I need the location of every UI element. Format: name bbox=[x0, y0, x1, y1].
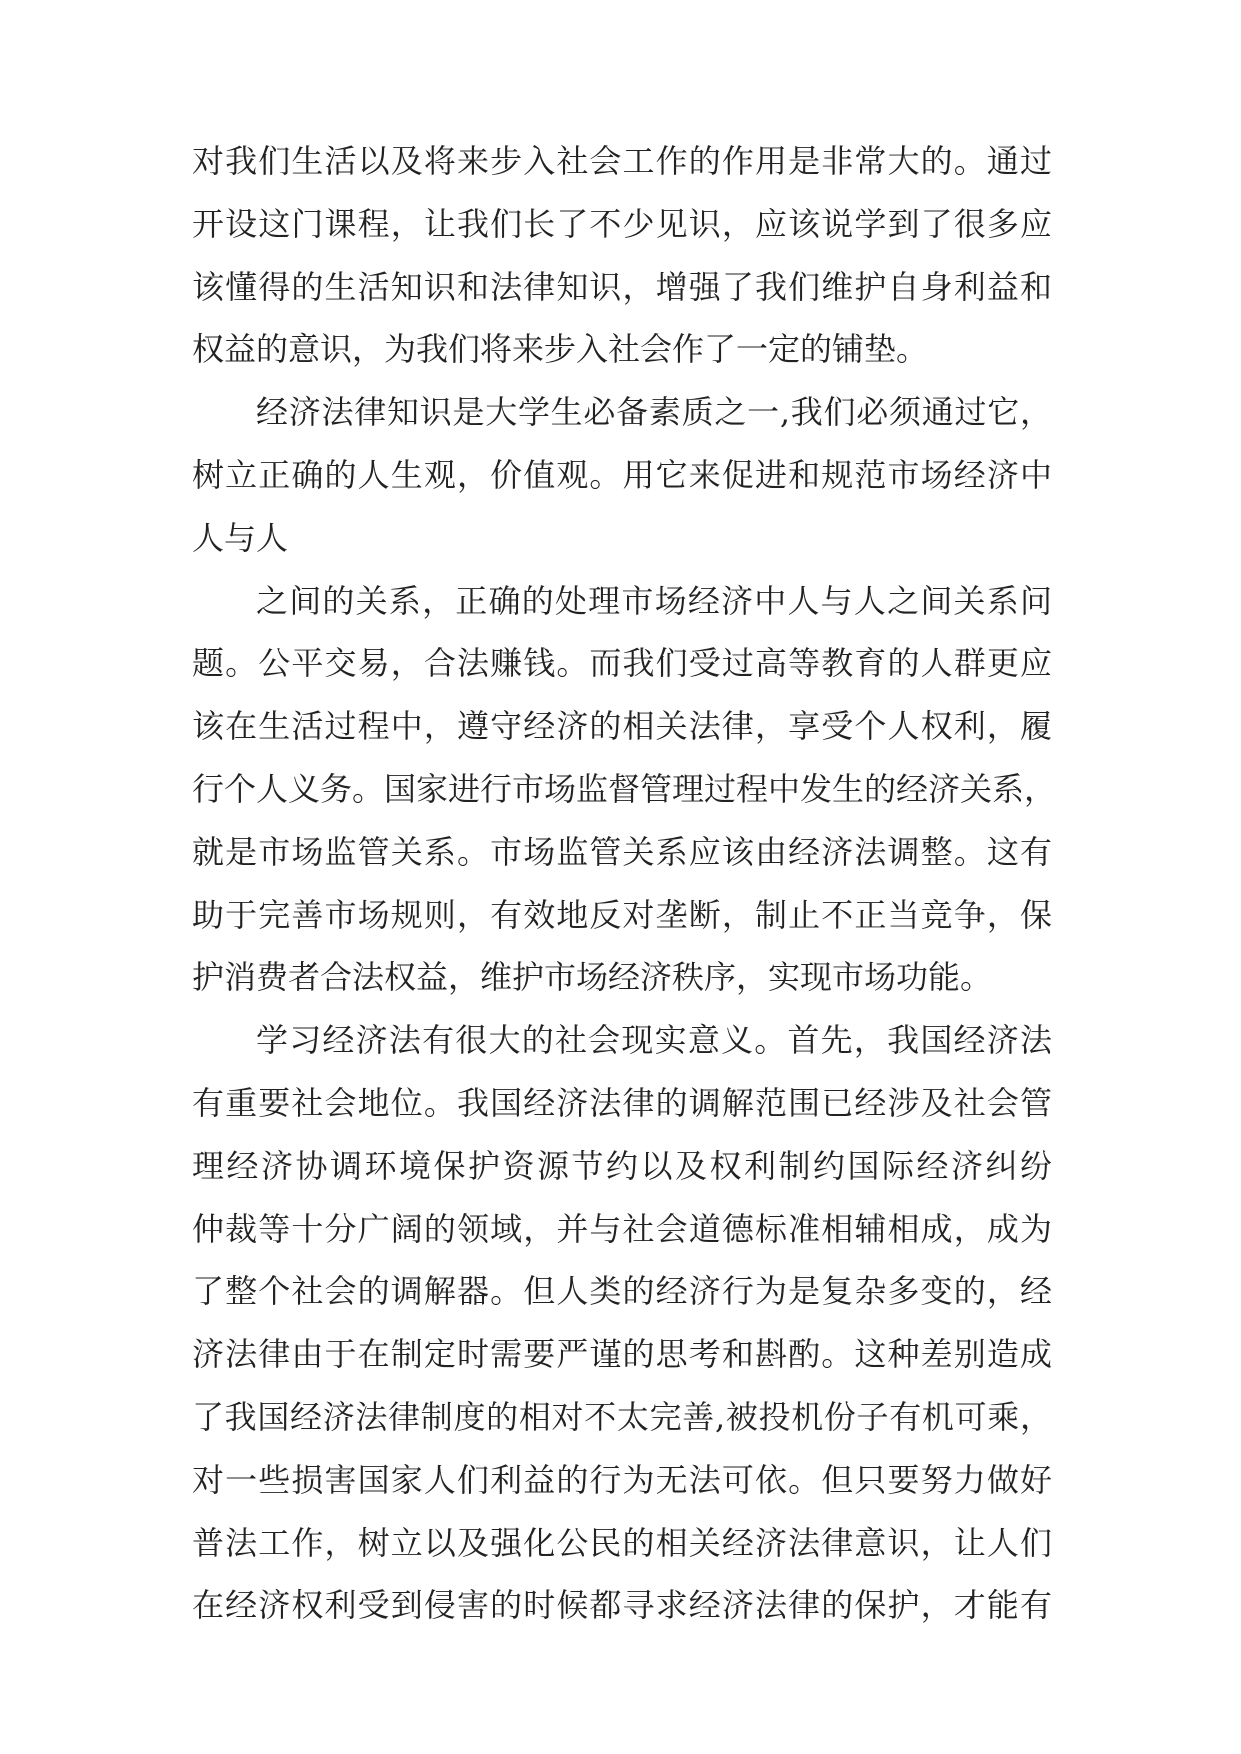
text-line: 仲裁等十分广阔的领域，并与社会道德标准相辅相成，成为 bbox=[192, 1209, 1052, 1248]
text-line: 有重要社会地位。我国经济法律的调解范围已经涉及社会管 bbox=[192, 1083, 1052, 1122]
text-line: 题。公平交易，合法赚钱。而我们受过高等教育的人群更应 bbox=[192, 644, 1052, 683]
text-line: 该懂得的生活知识和法律知识，增强了我们维护自身利益和 bbox=[192, 267, 1052, 306]
text-line: 济法律由于在制定时需要严谨的思考和斟酌。这种差别造成 bbox=[192, 1335, 1052, 1374]
text-line: 了我国经济法律制度的相对不太完善,被投机份子有机可乘， bbox=[192, 1397, 1052, 1436]
text-line: 行个人义务。国家进行市场监督管理过程中发生的经济关系， bbox=[192, 769, 1057, 808]
text-line: 人与人 bbox=[192, 518, 289, 557]
text-line: 之间的关系，正确的处理市场经济中人与人之间关系问 bbox=[256, 581, 1052, 620]
text-line: 权益的意识，为我们将来步入社会作了一定的铺垫。 bbox=[192, 330, 929, 369]
body-text bbox=[192, 130, 1057, 1637]
text-line: 学习经济法有很大的社会现实意义。首先，我国经济法 bbox=[256, 1021, 1052, 1060]
text-line: 理经济协调环境保护资源节约以及权利制约国际经济纠纷 bbox=[192, 1146, 1052, 1185]
text-line: 护消费者合法权益，维护市场经济秩序，实现市场功能。 bbox=[192, 958, 993, 997]
text-line: 普法工作，树立以及强化公民的相关经济法律意识，让人们 bbox=[192, 1523, 1052, 1562]
text-line: 树立正确的人生观，价值观。用它来促进和规范市场经济中 bbox=[192, 455, 1052, 494]
text-line: 对我们生活以及将来步入社会工作的作用是非常大的。通过 bbox=[192, 142, 1052, 180]
text-line: 在经济权利受到侵害的时候都寻求经济法律的保护，才能有 bbox=[192, 1586, 1052, 1625]
text-line: 助于完善市场规则，有效地反对垄断，制止不正当竞争，保 bbox=[192, 895, 1052, 934]
text-line: 经济法律知识是大学生必备素质之一,我们必须通过它， bbox=[256, 393, 1052, 432]
text-line: 对一些损害国家人们利益的行为无法可依。但只要努力做好 bbox=[192, 1460, 1052, 1499]
text-line: 了整个社会的调解器。但人类的经济行为是复杂多变的，经 bbox=[192, 1272, 1052, 1311]
text-line: 就是市场监管关系。市场监管关系应该由经济法调整。这有 bbox=[192, 832, 1052, 871]
text-line: 该在生活过程中，遵守经济的相关法律，享受个人权利，履 bbox=[192, 707, 1052, 746]
text-line: 开设这门课程，让我们长了不少见识，应该说学到了很多应 bbox=[192, 204, 1052, 243]
